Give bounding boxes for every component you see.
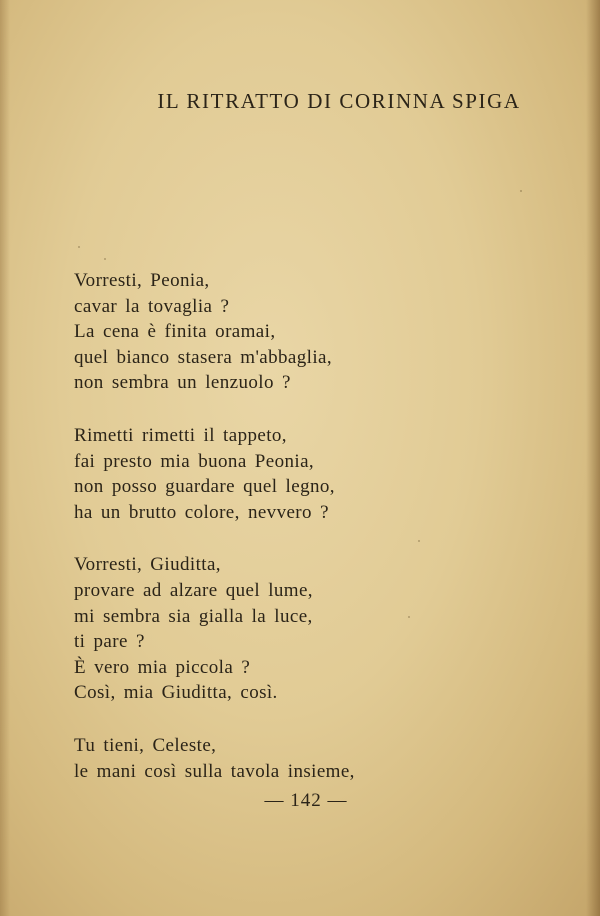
paper-speck <box>104 258 106 260</box>
poem-line: ha un brutto colore, nevvero ? <box>74 501 329 523</box>
poem-line: provare ad alzare quel lume, <box>74 579 313 601</box>
paper-speck <box>520 190 522 192</box>
poem-line: Così, mia Giuditta, così. <box>74 682 278 704</box>
page-right-edge-shadow <box>586 0 600 916</box>
poem-line: È vero mia piccola ? <box>74 656 251 678</box>
stanza <box>74 733 574 784</box>
poem-line: fai presto mia buona Peonia, <box>74 450 315 472</box>
stanza-break <box>74 706 574 733</box>
poem-line: non sembra un lenzuolo ? <box>74 372 291 394</box>
stanza-break <box>74 525 574 552</box>
paper-speck <box>78 246 80 248</box>
poem-line: Vorresti, Giuditta, <box>74 554 221 576</box>
poem-line: La cena è finita oramai, <box>74 321 276 343</box>
stanza <box>74 423 574 525</box>
poem-line: non posso guardare quel legno, <box>74 476 335 498</box>
page-left-edge-shadow <box>0 0 10 916</box>
poem-body <box>74 268 574 784</box>
stanza-break <box>74 396 574 423</box>
poem-line: ti pare ? <box>74 631 145 653</box>
stanza <box>74 268 574 396</box>
stanza <box>74 552 574 706</box>
poem-line: Tu tieni, Celeste, <box>74 734 217 756</box>
poem-line: le mani così sulla tavola insieme, <box>74 760 355 782</box>
poem-line: cavar la tovaglia ? <box>74 295 230 317</box>
page-number: — 142 — <box>264 790 348 811</box>
poem-line: Rimetti rimetti il tappeto, <box>74 424 287 446</box>
poem-line: quel bianco stasera m'abbaglia, <box>74 346 333 368</box>
poem-line: Vorresti, Peonia, <box>74 270 210 291</box>
poem-line: mi sembra sia gialla la luce, <box>74 605 313 627</box>
poem-title: IL RITRATTO DI CORINNA SPIGA <box>157 89 521 113</box>
